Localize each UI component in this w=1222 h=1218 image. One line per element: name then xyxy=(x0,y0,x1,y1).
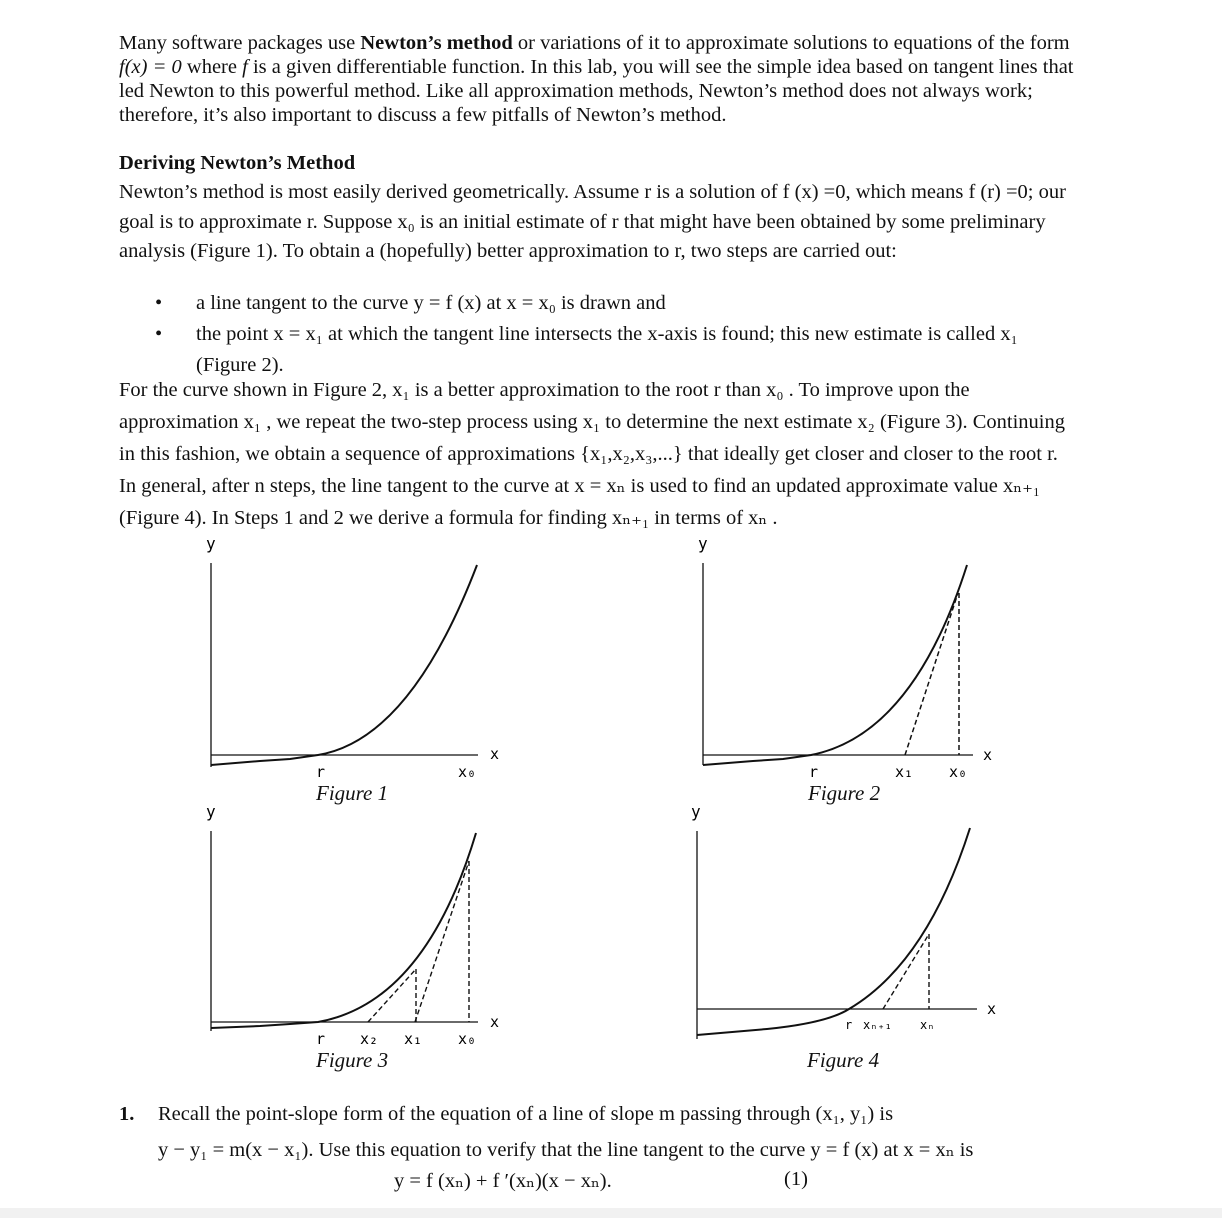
intro-paragraph xyxy=(119,31,1079,127)
intro-math-fx0: f(x) = 0 xyxy=(119,56,182,78)
figure-2-tangent-line xyxy=(905,593,958,755)
figure-4-x-axis-label: x xyxy=(987,1000,997,1018)
bullet-dot: • xyxy=(155,292,163,314)
question-1 xyxy=(119,1096,1079,1202)
figure-4-tangent-at-xn xyxy=(883,934,929,1009)
equation-number: (1) xyxy=(784,1168,808,1190)
page-bottom-edge xyxy=(0,1208,1222,1218)
figure-3-x-axis-label: x xyxy=(490,1013,500,1031)
figure-3-label-x1: x₁ xyxy=(404,1030,423,1048)
intro-math-f: f xyxy=(242,56,248,78)
tangent-line-equation: y = f (xₙ) + f ′(xₙ)(x − xₙ). xyxy=(394,1170,612,1192)
figure-2-curve xyxy=(703,565,967,765)
figure-1 xyxy=(190,535,520,805)
step-2-text: the point x = x₁ at which the tangent line intersects the x-axis is found; this new estimate is called x₁ (Figure 2). xyxy=(196,323,1018,376)
intro-bold-term: Newton’s method xyxy=(360,32,513,54)
figure-3-label-r: r xyxy=(316,1030,326,1048)
step-list xyxy=(155,288,1075,381)
figure-3-label-x0: x₀ xyxy=(458,1030,477,1048)
figure-2-label-x1: x₁ xyxy=(895,763,914,781)
step-list-item xyxy=(155,319,1075,381)
figure-4-label-r: r xyxy=(845,1018,853,1032)
figure-1-label-r: r xyxy=(316,763,326,781)
figure-3-curve xyxy=(211,833,476,1028)
figure-1-x-axis-label: x xyxy=(490,745,500,763)
figure-3-caption: Figure 3 xyxy=(316,1048,389,1072)
figure-3-tangent-at-x1 xyxy=(368,969,416,1022)
derivation-paragraph-1: Newton’s method is most easily derived geometrically. Assume r is a solution of f (x) =0, which means f (r) =0; our goal is to approximate r. Suppose x₀ is an initial estimate of r that might have been obtained by some preliminary analysis (Figure 1). To obtain a (hopefully) better approximation to r, two steps are carried out: xyxy=(119,181,1066,262)
figure-2-label-r: r xyxy=(809,763,819,781)
figure-1-curve xyxy=(211,565,477,765)
figure-1-caption: Figure 1 xyxy=(316,781,389,805)
figure-4-caption: Figure 4 xyxy=(807,1048,880,1072)
bullet-dot: • xyxy=(155,323,163,345)
section-title: Deriving Newton’s Method xyxy=(119,152,356,174)
figure-4-y-axis-label: y xyxy=(691,802,701,821)
figure-3-y-axis-label: y xyxy=(206,802,216,821)
question-1-equation-row xyxy=(119,1168,1079,1202)
figure-3-tangent-at-x0 xyxy=(415,861,469,1022)
figure-3 xyxy=(190,803,520,1053)
figure-4-label-xn: xₙ xyxy=(920,1018,935,1032)
figure-2-x-axis-label: x xyxy=(983,746,993,764)
figure-2-y-axis-label: y xyxy=(698,534,708,553)
derivation-paragraph-2: For the curve shown in Figure 2, x₁ is a better approximation to the root r than x₀ . To improve upon the approximation x₁ , we repeat the two-step process using x₁ to determine the next estimate x₂ (Figure 3). Continuing in this fashion, we obtain a sequence of approximations {x₁,x₂,x₃,...} that ideally get closer and closer to the root r. In general, after n steps, the line tangent to the curve at x = xₙ is used to find an updated approximate value xₙ₊₁ (Figure 4). In Steps 1 and 2 we derive a formula for finding xₙ₊₁ in terms of xₙ . xyxy=(119,379,1066,529)
intro-text-2: or variations of it to approximate solutions to equations of the form xyxy=(512,32,1070,54)
question-1-text-1: Recall the point-slope form of the equation of a line of slope m passing through (x₁, y₁) is xyxy=(158,1103,894,1125)
figure-4 xyxy=(677,803,1007,1053)
figure-1-y-axis-label: y xyxy=(206,534,216,553)
question-1-line-2 xyxy=(119,1132,1079,1168)
question-1-text-2: y − y₁ = m(x − x₁). Use this equation to verify that the line tangent to the curve y = f (x) at x = xₙ is xyxy=(158,1139,974,1161)
intro-text-4: is a given differentiable function. In this lab, you will see the simple idea based on tangent lines that led Newton to this powerful method. Like all approximation methods, Newton’s method does not always work; therefore, it’s also important to discuss a few pitfalls of Newton’s method. xyxy=(119,56,1074,126)
question-1-line-1 xyxy=(119,1096,1079,1132)
step-1-text: a line tangent to the curve y = f (x) at x = x₀ is drawn and xyxy=(196,292,666,314)
figure-2-label-x0: x₀ xyxy=(949,763,968,781)
intro-text-1: Many software packages use xyxy=(119,32,361,54)
figure-2-caption: Figure 2 xyxy=(808,781,881,805)
intro-text-3: where xyxy=(181,56,243,78)
figure-3-label-x2: x₂ xyxy=(360,1030,379,1048)
figure-1-label-x0: x₀ xyxy=(458,763,477,781)
figure-4-curve xyxy=(697,828,970,1035)
step-list-item xyxy=(155,288,1075,319)
figure-2 xyxy=(683,535,1013,805)
question-number: 1. xyxy=(119,1103,135,1125)
figure-4-label-xn1: xₙ₊₁ xyxy=(863,1018,892,1032)
